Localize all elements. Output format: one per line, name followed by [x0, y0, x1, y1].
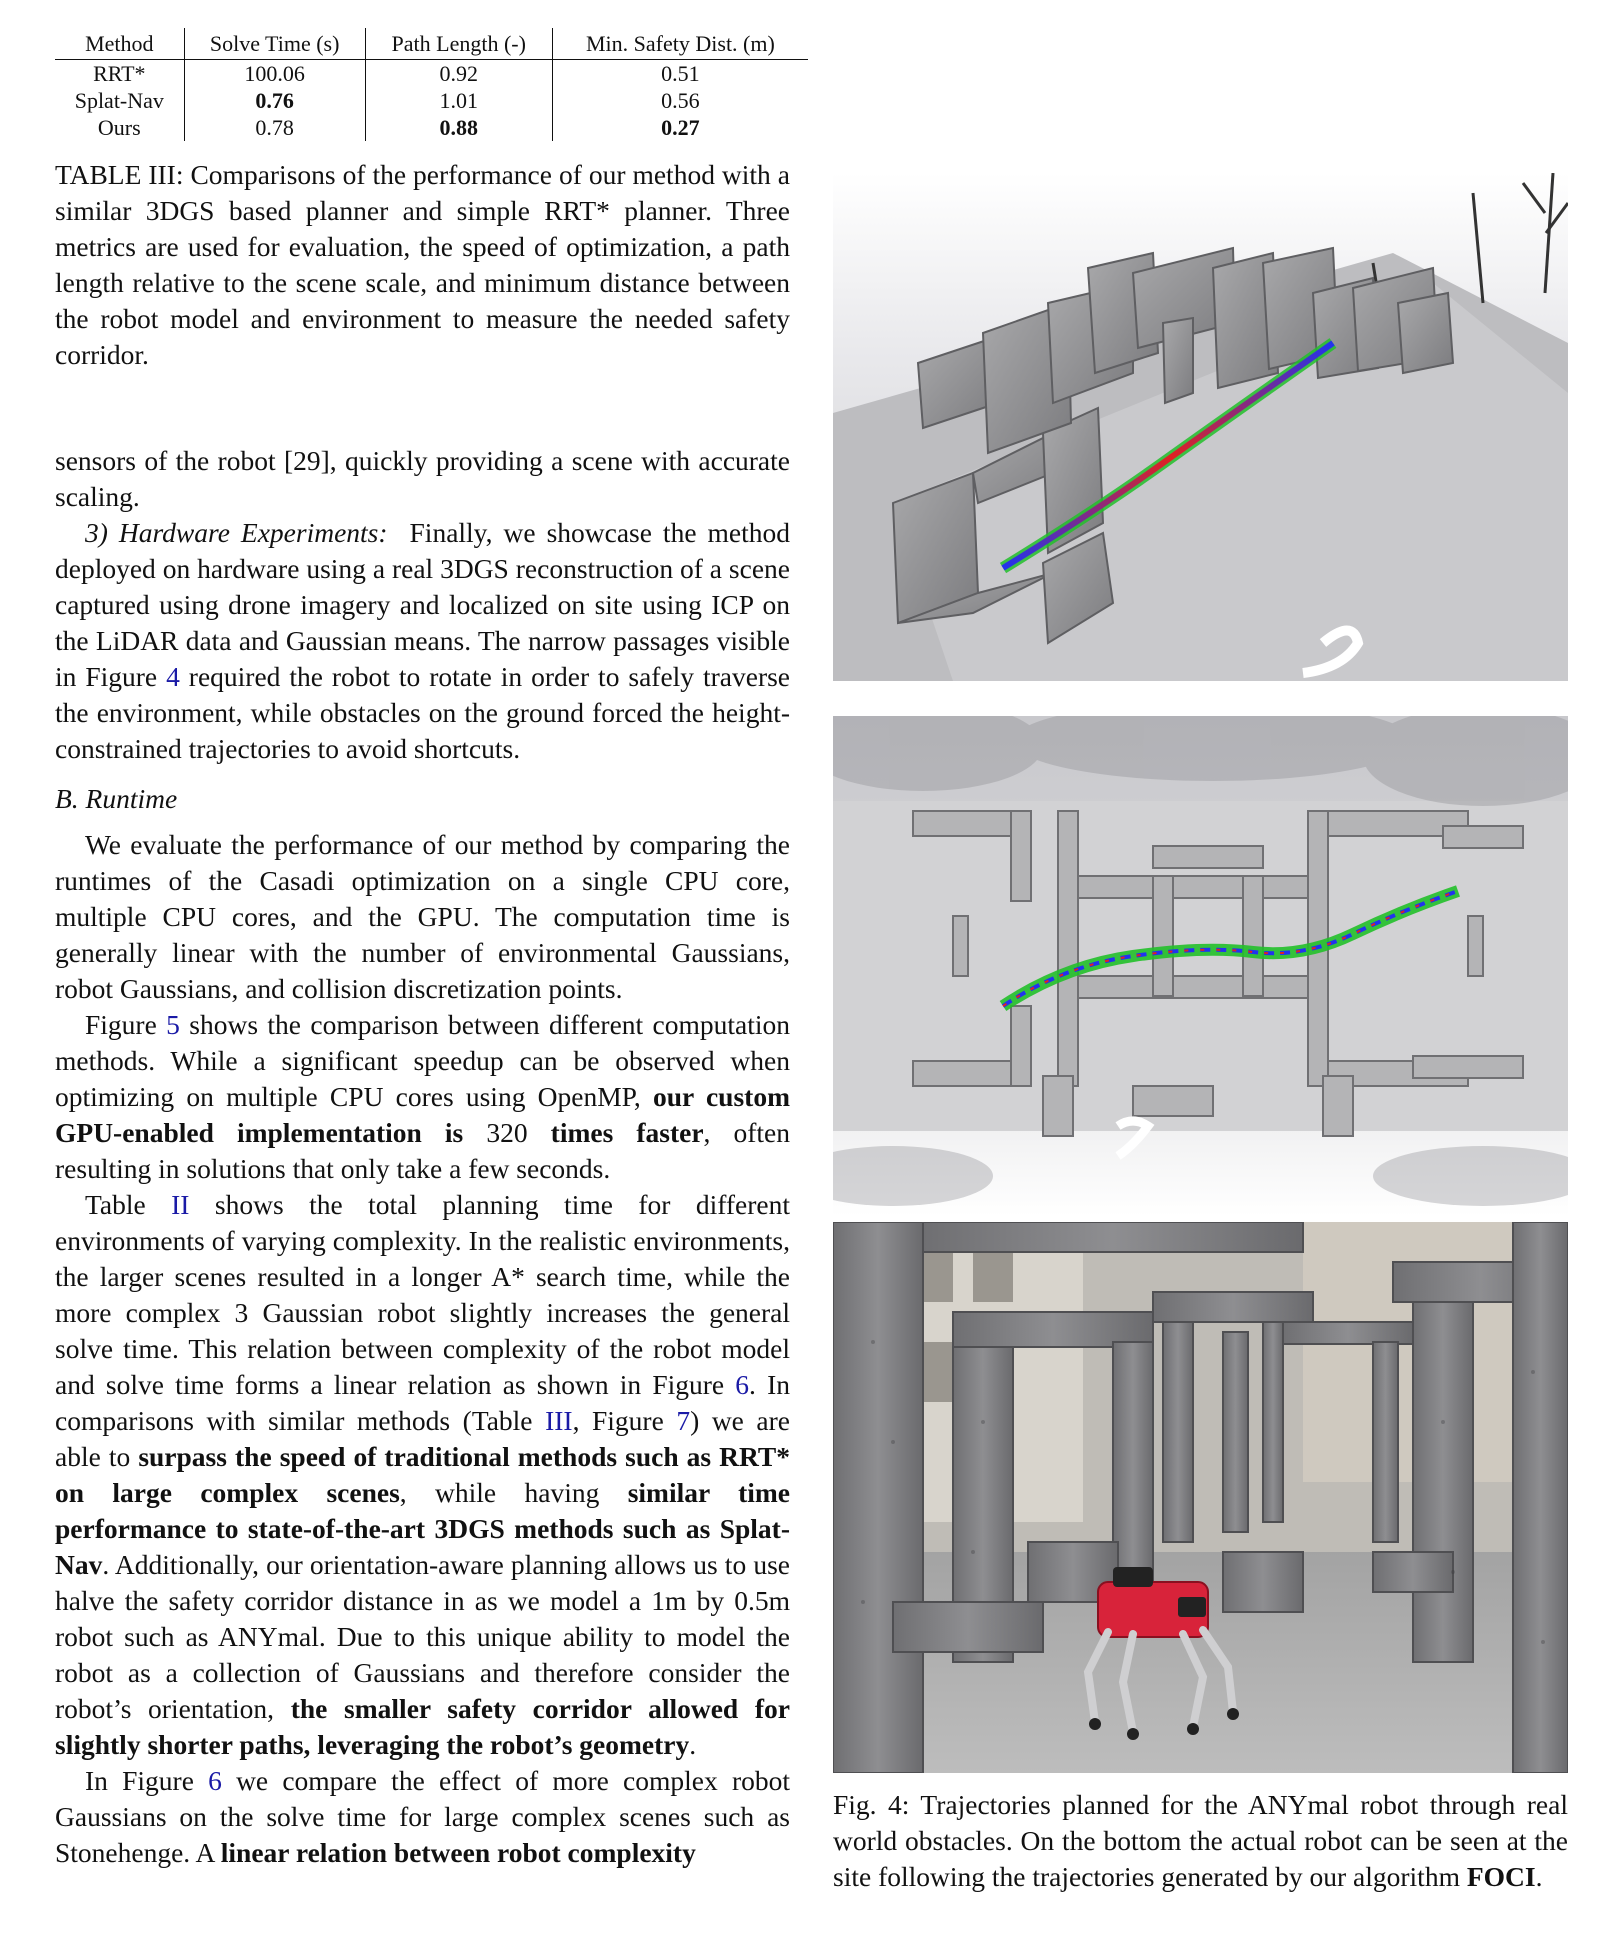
paragraph: We evaluate the performance of our method by comparing the runtimes of the Casadi optimization on a single CPU core, multiple CPU cores, and the GPU. The computation time is generally linear with the number of environmental Gaussians, robot Gaussians, and collision discretization points.: [55, 829, 790, 1004]
emphasis-text: similar time performance to state-of-the-art 3DGS methods such as Splat-Nav: [55, 1477, 790, 1580]
table-row: [55, 87, 808, 114]
table-cell: 1.01: [365, 87, 552, 114]
paragraph-text: Table: [85, 1189, 146, 1220]
table-caption-block: [55, 157, 790, 373]
topdown-scene-image: [833, 716, 1568, 1216]
paragraph-text: In Figure: [85, 1765, 194, 1796]
number-text: 320: [486, 1117, 528, 1148]
table-reference-link[interactable]: II: [171, 1189, 190, 1220]
table-cell: 0.51: [552, 60, 808, 88]
column-header: Min. Safety Dist. (m): [552, 28, 808, 60]
figure-perspective-reconstruction: [833, 173, 1568, 681]
table-cell: RRT*: [93, 61, 146, 86]
paragraph-text: Figure: [85, 1009, 157, 1040]
paragraph-text: required the robot to rotate in order to safely traverse the environment, while obstacles on the ground forced the height-constrained trajectories to avoid shortcuts.: [55, 661, 791, 764]
table-caption: TABLE III: Comparisons of the performance of our method with a similar 3DGS based planner and simple RRT* planner. Three metrics are used for evaluation, the speed of optimization, a path length relative to the scene scale, and minimum distance between the robot model and environment to measure the needed safety corridor.: [55, 159, 790, 370]
robot-site-photo: [833, 1222, 1568, 1773]
algorithm-name: FOCI: [1466, 1861, 1536, 1892]
table-cell: 0.88: [365, 114, 552, 141]
table-row: [55, 60, 808, 88]
paragraph-text: , Figure: [572, 1405, 664, 1436]
paragraph-text: . Additionally, our orientation-aware planning allows us to use halve the safety corridor distance in as we model a 1m by 0.5m robot such as ANYmal. Due to this unique ability to model the robot as a collection of Gaussians and therefore consider the robot’s orientation,: [55, 1549, 790, 1724]
paragraph-text: ) we are able to: [55, 1405, 791, 1472]
emphasis-text: our custom GPU-enabled implementation is: [55, 1081, 790, 1148]
table-reference-link[interactable]: III: [545, 1405, 573, 1436]
table-cell: 0.78: [184, 114, 365, 141]
figure-caption-text: Fig. 4: Trajectories planned for the ANYmal robot through real world obstacles. On the bottom the actual robot can be seen at the site following the trajectories generated by our algorithm: [833, 1789, 1568, 1892]
table-cell: 0.56: [552, 87, 808, 114]
emphasis-text: times faster: [550, 1117, 704, 1148]
table-cell: Splat-Nav: [74, 88, 164, 113]
comparison-table: [55, 28, 808, 141]
comparison-table-container: [55, 28, 808, 141]
paragraph: [55, 1763, 790, 1871]
table-row: [55, 114, 808, 141]
perspective-scene-image: [833, 173, 1568, 681]
emphasis-text: the smaller safety corridor allowed for slightly shorter paths, leveraging the robot’s geometry: [55, 1693, 791, 1760]
table-cell: 100.06: [184, 60, 365, 88]
section-heading: B. Runtime: [55, 783, 178, 814]
column-header: Solve Time (s): [184, 28, 365, 60]
paragraph-text: , often resulting in solutions that only take a few seconds.: [55, 1117, 790, 1184]
paragraph: [55, 515, 790, 767]
figure-caption: [833, 1787, 1568, 1895]
column-header: Path Length (-): [365, 28, 552, 60]
paragraph-text: shows the comparison between different computation methods. While a significant speedup can be observed when optimizing on multiple CPU cores using OpenMP,: [55, 1009, 790, 1112]
figure-real-robot-photo: [833, 1222, 1568, 1773]
paragraph: [55, 1187, 790, 1763]
figure-reference-link[interactable]: 4: [166, 661, 180, 692]
table-header-row: [55, 28, 808, 60]
emphasis-text: linear relation between robot complexity: [220, 1837, 696, 1868]
figure-reference-link[interactable]: 6: [735, 1369, 750, 1400]
paragraph-text: we compare the effect of more complex robot Gaussians on the solve time for large complex scenes such as Stonehenge. A: [55, 1765, 790, 1868]
subsection-lead: 3) Hardware Experiments:: [85, 517, 388, 548]
table-cell: 0.76: [184, 87, 365, 114]
figure-reference-link[interactable]: 6: [208, 1765, 222, 1796]
body-text-column: [55, 443, 790, 1871]
paragraph-text: Finally, we showcase the method deployed on hardware using a real 3DGS reconstruction of a scene captured using drone imagery and localized on site using ICP on the LiDAR data and Gaussian means. The narrow passages visible in Figure: [55, 517, 791, 692]
paragraph: [55, 1007, 790, 1187]
table-cell: 0.27: [552, 114, 808, 141]
figure-reference-link[interactable]: 5: [166, 1009, 180, 1040]
figure-topdown-reconstruction: [833, 716, 1568, 1216]
table-cell: Ours: [97, 115, 141, 140]
table-cell: 0.92: [365, 60, 552, 88]
figure-caption-end: .: [1535, 1861, 1543, 1892]
emphasis-text: surpass the speed of traditional methods such as RRT* on large complex scenes: [55, 1441, 791, 1508]
paragraph: sensors of the robot [29], quickly providing a scene with accurate scaling.: [55, 445, 790, 512]
paragraph-text: . In comparisons with similar methods (Table: [55, 1369, 790, 1436]
paragraph-text: shows the total planning time for different environments of varying complexity. In the realistic environments, the larger scenes resulted in a longer A* search time, while the more complex 3 Gaussian robot slightly increases the general solve time. This relation between complexity of the robot model and solve time forms a linear relation as shown in Figure: [55, 1189, 791, 1400]
column-header: Method: [55, 28, 184, 60]
figure-reference-link[interactable]: 7: [676, 1405, 691, 1436]
paragraph-text: .: [689, 1729, 697, 1760]
paragraph-text: , while having: [399, 1477, 600, 1508]
